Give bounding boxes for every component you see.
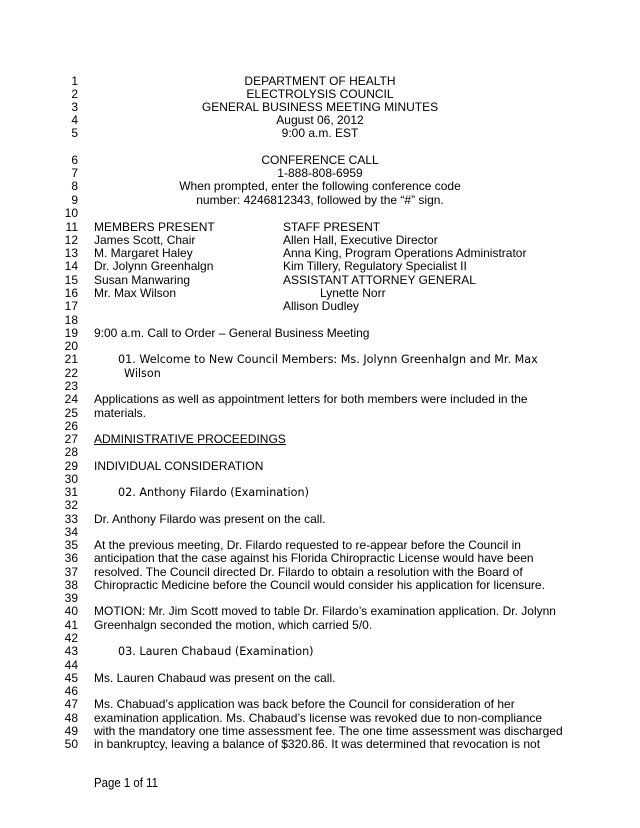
staff-heading: STAFF PRESENT xyxy=(283,220,381,234)
line-number: 23 xyxy=(64,379,78,393)
line-number: 11 xyxy=(65,220,78,234)
line-number: 7 xyxy=(71,166,78,180)
line-number: 17 xyxy=(64,299,78,313)
conference-instruction: When prompted, enter the following conference code xyxy=(179,179,461,193)
line-number: 12 xyxy=(64,233,78,247)
call-to-order: 9:00 a.m. Call to Order – General Business Meeting xyxy=(94,326,370,340)
line-number: 47 xyxy=(64,697,78,711)
line-number: 8 xyxy=(71,179,78,193)
meeting-date: August 06, 2012 xyxy=(276,113,364,127)
staff-name: Allen Hall, Executive Director xyxy=(283,233,438,247)
paragraph-line: At the previous meeting, Dr. Filardo requested to re-appear before the Council in xyxy=(94,538,521,552)
paragraph-line: with the mandatory one time assessment fee. The one time assessment was discharged xyxy=(94,724,563,738)
line-number: 24 xyxy=(64,392,78,406)
member-name: M. Margaret Haley xyxy=(94,246,193,260)
motion-line: Greenhalgn seconded the motion, which carried 5/0. xyxy=(94,618,373,632)
line-number: 22 xyxy=(64,366,78,380)
line-number: 19 xyxy=(64,326,78,340)
conference-phone: 1-888-808-6959 xyxy=(277,166,363,180)
line-number: 15 xyxy=(64,273,78,287)
member-name: Dr. Jolynn Greenhalgn xyxy=(94,259,214,273)
page-footer: Page 1 of 11 xyxy=(94,775,159,790)
line-number: 14 xyxy=(64,259,78,273)
paragraph-line: Chiropractic Medicine before the Council would consider his application for licensure. xyxy=(94,578,545,592)
line-number: 41 xyxy=(64,618,78,632)
line-number: 16 xyxy=(64,286,78,300)
attendance-note: Ms. Lauren Chabaud was present on the call. xyxy=(94,671,336,685)
individual-consideration-heading: INDIVIDUAL CONSIDERATION xyxy=(94,459,264,473)
line-number: 27 xyxy=(64,432,78,446)
line-number: 35 xyxy=(64,538,78,552)
line-number: 5 xyxy=(71,126,78,140)
line-number: 50 xyxy=(64,737,78,751)
members-heading: MEMBERS PRESENT xyxy=(94,220,215,234)
line-number: 34 xyxy=(64,525,78,539)
meeting-time: 9:00 a.m. EST xyxy=(281,126,359,140)
paragraph-line: Applications as well as appointment letters for both members were included in the xyxy=(94,392,528,406)
member-name: Susan Manwaring xyxy=(94,273,191,287)
paragraph-line: in bankruptcy, leaving a balance of $320.86. It was determined that revocation is not xyxy=(94,737,541,751)
motion-line: MOTION: Mr. Jim Scott moved to table Dr. Filardo’s examination application. Dr. Jolynn xyxy=(94,604,556,618)
line-number: 40 xyxy=(64,604,78,618)
line-number: 37 xyxy=(64,565,78,579)
staff-name: Kim Tillery, Regulatory Specialist II xyxy=(283,259,467,273)
agenda-item-heading: 03. Lauren Chabaud (Examination) xyxy=(118,645,314,658)
paragraph-line: anticipation that the case against his Florida Chiropractic License would have been xyxy=(94,551,534,565)
line-number: 1 xyxy=(71,74,78,88)
agenda-item-heading: 01. Welcome to New Council Members: Ms. Jolynn Greenhalgn and Mr. Max xyxy=(118,353,538,366)
line-number: 10 xyxy=(64,206,78,220)
line-number: 43 xyxy=(64,644,78,658)
paragraph-line: resolved. The Council directed Dr. Filardo to obtain a resolution with the Board of xyxy=(94,565,523,579)
attendance-note: Dr. Anthony Filardo was present on the call. xyxy=(94,512,326,526)
line-number: 33 xyxy=(64,512,78,526)
line-number: 32 xyxy=(64,498,78,512)
line-number: 36 xyxy=(64,551,78,565)
admin-proceedings-heading: ADMINISTRATIVE PROCEEDINGS xyxy=(94,432,286,446)
agenda-item-heading: Wilson xyxy=(124,367,161,380)
line-number: 49 xyxy=(64,724,78,738)
line-number: 44 xyxy=(64,658,78,672)
conference-heading: CONFERENCE CALL xyxy=(261,153,379,167)
staff-name: Anna King, Program Operations Administrator xyxy=(283,246,527,260)
line-number: 25 xyxy=(64,406,78,420)
line-number: 6 xyxy=(71,153,78,167)
member-name: Mr. Max Wilson xyxy=(94,286,177,300)
paragraph-line: materials. xyxy=(94,406,147,420)
line-number: 2 xyxy=(71,87,78,101)
conference-instruction: number: 4246812343, followed by the “#” sign. xyxy=(196,193,444,207)
line-number: 20 xyxy=(64,339,78,353)
staff-name: ASSISTANT ATTORNEY GENERAL xyxy=(283,273,476,287)
line-number: 13 xyxy=(64,246,78,260)
line-number: 31 xyxy=(64,485,78,499)
line-number: 42 xyxy=(64,631,78,645)
line-number: 48 xyxy=(64,711,78,725)
department-name: DEPARTMENT OF HEALTH xyxy=(244,74,396,88)
line-number: 39 xyxy=(64,591,78,605)
line-number: 18 xyxy=(64,313,78,327)
line-number: 30 xyxy=(64,472,78,486)
line-number: 4 xyxy=(71,113,78,127)
staff-name: Lynette Norr xyxy=(320,286,386,300)
document-title: GENERAL BUSINESS MEETING MINUTES xyxy=(201,100,439,114)
staff-name: Allison Dudley xyxy=(283,299,360,313)
council-name: ELECTROLYSIS COUNCIL xyxy=(246,87,394,101)
line-number: 21 xyxy=(64,352,78,366)
paragraph-line: examination application. Ms. Chabaud’s license was revoked due to non-compliance xyxy=(94,711,543,725)
line-number: 3 xyxy=(71,100,78,114)
line-number: 46 xyxy=(64,684,78,698)
line-number: 29 xyxy=(64,459,78,473)
line-number: 9 xyxy=(71,193,78,207)
line-number: 28 xyxy=(64,445,78,459)
line-number: 38 xyxy=(64,578,78,592)
line-number: 45 xyxy=(64,671,78,685)
paragraph-line: Ms. Chabuad’s application was back before the Council for consideration of her xyxy=(94,697,515,711)
line-number: 26 xyxy=(64,419,78,433)
agenda-item-heading: 02. Anthony Filardo (Examination) xyxy=(118,486,309,499)
member-name: James Scott, Chair xyxy=(94,233,196,247)
